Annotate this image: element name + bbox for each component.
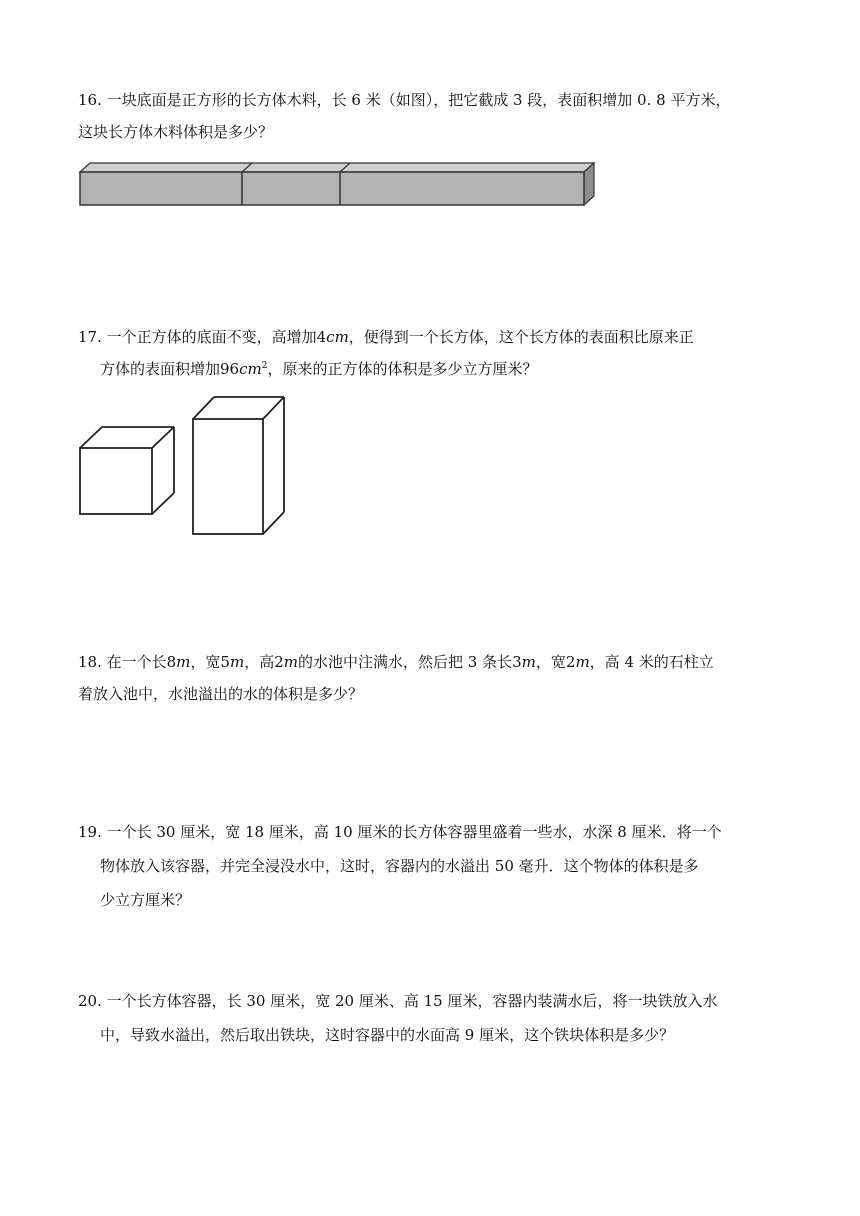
question-17-line-2: 方体的表面积增加$96cm^2$，原来的正方体的体积是多少立方厘米？ <box>100 360 538 378</box>
cuboid-figure <box>193 397 284 534</box>
question-19-line-2: 物体放入该容器，并完全浸没水中，这时，容器内的水溢出 50 毫升．这个物体的体积是多 <box>100 857 699 875</box>
value-4cm: 4cm <box>316 328 349 346</box>
question-20-line-2: 中，导致水溢出，然后取出铁块，这时容器中的水面高 9 厘米，这个铁块体积是多少？ <box>100 1026 675 1044</box>
question-20 <box>78 984 784 1052</box>
question-16-line-1: 16. 一块底面是正方形的长方体木料，长 6 米（如图），把它截成 3 段，表面积增加 0. 8 平方米， <box>78 91 731 109</box>
cube-figure <box>80 427 174 514</box>
question-17 <box>78 321 784 385</box>
question-20-line-1: 20. 一个长方体容器，长 30 厘米，宽 20 厘米、高 15 厘米，容器内装满水后，将一块铁放入水 <box>78 992 718 1010</box>
wood-beam-figure <box>76 158 600 210</box>
question-19 <box>78 815 784 917</box>
question-18-line-1: 18. 在一个长8m，宽5m，高2m的水池中注满水，然后把 3 条长3m，宽2m，高 4 米的石柱立 <box>78 653 714 671</box>
question-19-line-3: 少立方厘米？ <box>100 891 191 909</box>
question-19-line-1: 19. 一个长 30 厘米，宽 18 厘米，高 10 厘米的长方体容器里盛着一些水，水深 8 厘米．将一个 <box>78 823 722 841</box>
question-16-line-2: 这块长方体木料体积是多少？ <box>78 123 274 141</box>
cube-and-cuboid-figure <box>76 392 296 538</box>
question-17-line-1: 17. 一个正方体的底面不变，高增加4cm，便得到一个长方体，这个长方体的表面积比原来正 <box>78 328 694 346</box>
beam-front-face <box>80 172 584 205</box>
question-18 <box>78 646 784 710</box>
beam-top-face <box>80 163 594 172</box>
question-16 <box>78 84 784 148</box>
value-96cm2: $96cm^2$ <box>220 360 268 378</box>
question-18-line-2: 着放入池中，水池溢出的水的体积是多少？ <box>78 685 364 703</box>
